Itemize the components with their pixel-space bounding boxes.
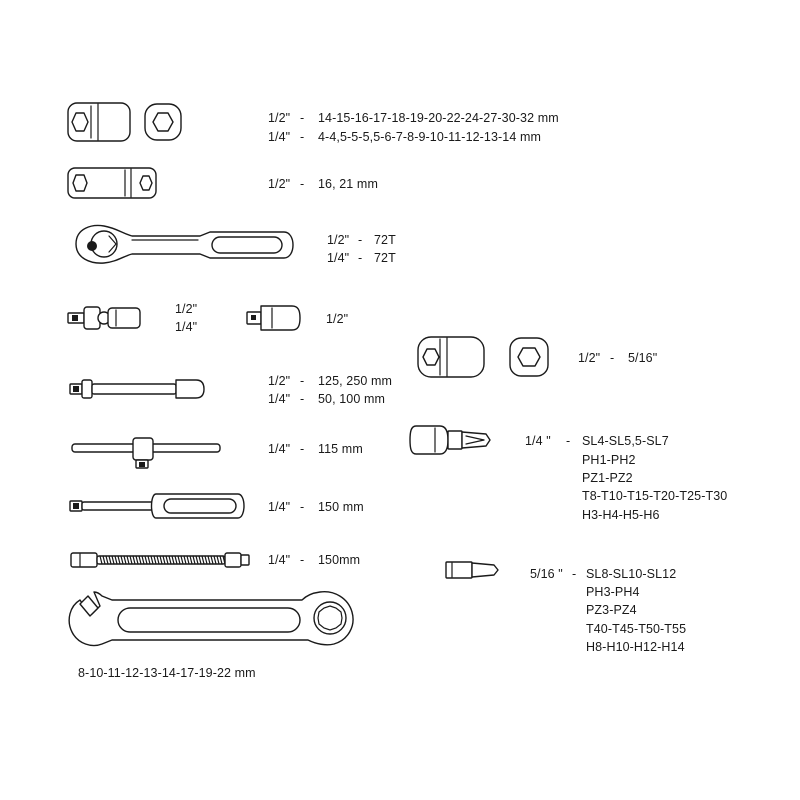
bit-quarter-icon <box>410 426 490 454</box>
t-bar-separator: - <box>300 442 305 456</box>
bits-5-16-separator: - <box>572 567 577 581</box>
socket-sizes-half-inch: 14-15-16-17-18-19-20-22-24-27-30-32 mm <box>318 111 559 125</box>
t-bar-icon <box>72 438 220 468</box>
adapter-size: 1/2" <box>326 312 349 326</box>
bit-holder-socket-icon <box>418 337 484 377</box>
extension-size-half-inch: 1/2" <box>268 374 291 388</box>
flex-extension-size: 1/4" <box>268 553 291 567</box>
deep-socket-sizes: 16, 21 mm <box>318 177 378 191</box>
flexible-extension-icon <box>71 553 249 567</box>
socket-separator-a: - <box>300 111 305 125</box>
deep-socket-size: 1/2" <box>268 177 291 191</box>
bits-quarter-line: PZ1-PZ2 <box>582 471 633 485</box>
extension-lengths-half-inch: 125, 250 mm <box>318 374 393 388</box>
bits-5-16-line: PZ3-PZ4 <box>586 603 637 617</box>
spinner-separator: - <box>300 500 305 514</box>
bits-5-16-line: H8-H10-H12-H14 <box>586 640 685 654</box>
extension-size-quarter-inch: 1/4" <box>268 392 291 406</box>
flex-extension-separator: - <box>300 553 305 567</box>
ratchet-separator-a: - <box>358 233 363 247</box>
ratchet-teeth-half-inch: 72T <box>374 233 396 247</box>
socket-end-view-icon <box>145 104 181 140</box>
deep-socket-icon <box>68 168 156 198</box>
bits-quarter-line: SL4-SL5,5-SL7 <box>582 434 669 448</box>
socket-separator-b: - <box>300 130 305 144</box>
ratchet-separator-b: - <box>358 251 363 265</box>
bits-quarter-line: PH1-PH2 <box>582 453 636 467</box>
spinner-handle-icon <box>70 494 244 518</box>
extension-separator-a: - <box>300 374 305 388</box>
bits-quarter-size: 1/4 " <box>525 434 551 448</box>
wrench-sizes: 8-10-11-12-13-14-17-19-22 mm <box>78 666 256 680</box>
bit-holder-size-5-16: 5/16" <box>628 351 658 365</box>
extension-lengths-quarter-inch: 50, 100 mm <box>318 392 386 406</box>
extension-bar-icon <box>70 380 204 398</box>
ratchet-size-half-inch: 1/2" <box>327 233 350 247</box>
bit-5-16-icon <box>446 562 498 578</box>
spinner-size: 1/4" <box>268 500 291 514</box>
bits-5-16-size: 5/16 " <box>530 567 563 581</box>
bit-holder-end-view-icon <box>510 338 548 376</box>
socket-sizes-quarter-inch: 4-4,5-5-5,5-6-7-8-9-10-11-12-13-14 mm <box>318 130 542 144</box>
extension-separator-b: - <box>300 392 305 406</box>
universal-joint-size-quarter-inch: 1/4" <box>175 320 198 334</box>
bits-5-16-line: SL8-SL10-SL12 <box>586 567 677 581</box>
spinner-length: 150 mm <box>318 500 364 514</box>
bits-quarter-line: T8-T10-T15-T20-T25-T30 <box>582 489 728 503</box>
deep-socket-separator: - <box>300 177 305 191</box>
adapter-icon <box>247 306 300 330</box>
ratchet-size-quarter-inch: 1/4" <box>327 251 350 265</box>
ratchet-teeth-quarter-inch: 72T <box>374 251 396 265</box>
socket-icon <box>68 103 130 141</box>
socket-size-quarter-inch: 1/4" <box>268 130 291 144</box>
universal-joint-icon <box>68 307 140 329</box>
bits-quarter-line: H3-H4-H5-H6 <box>582 508 660 522</box>
t-bar-size: 1/4" <box>268 442 291 456</box>
bits-quarter-separator: - <box>566 434 571 448</box>
ratchet-icon <box>76 226 293 264</box>
flex-extension-length: 150mm <box>318 553 361 567</box>
t-bar-length: 115 mm <box>318 442 363 456</box>
universal-joint-size-half-inch: 1/2" <box>175 302 198 316</box>
bit-holder-size-half-inch: 1/2" <box>578 351 601 365</box>
bit-holder-separator: - <box>610 351 615 365</box>
bits-5-16-line: T40-T45-T50-T55 <box>586 622 687 636</box>
combination-wrench-icon <box>69 592 353 646</box>
bits-5-16-line: PH3-PH4 <box>586 585 640 599</box>
socket-size-half-inch: 1/2" <box>268 111 291 125</box>
